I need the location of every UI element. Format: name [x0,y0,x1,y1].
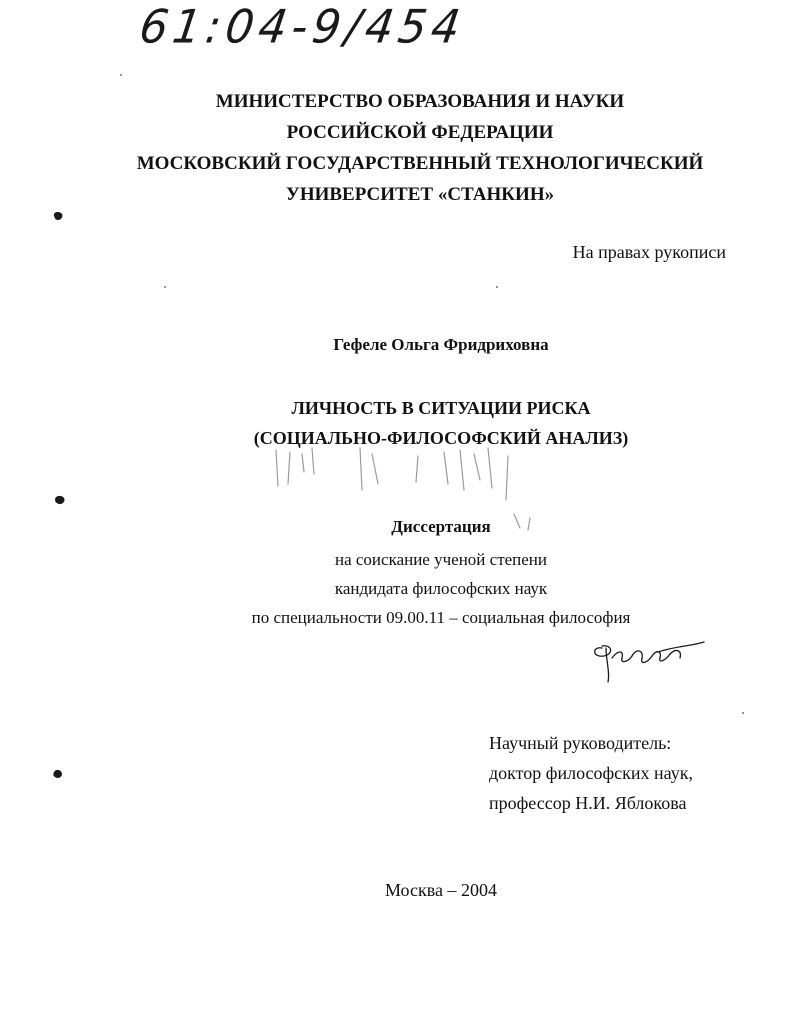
degree-purpose-line: на соискание ученой степени [334,550,548,569]
rights-note: На правах рукописи [572,242,726,262]
scientific-supervisor [489,728,693,818]
dissertation-type: Диссертация [391,517,491,536]
scan-speck [120,74,122,76]
handwritten-catalog-number [136,0,469,60]
institution-header [60,86,780,210]
dissertation-details [0,545,794,632]
ink-blot-icon [54,494,66,506]
title-line-main: ЛИЧНОСТЬ В СИТУАЦИИ РИСКА [291,398,591,418]
city-year: Москва – 2004 [385,880,497,900]
supervisor-degree: доктор философских наук, [489,763,693,783]
header-line-ministry: МИНИСТЕРСТВО ОБРАЗОВАНИЯ И НАУКИ [215,91,625,112]
author-signature-icon [588,636,708,686]
ink-blot-icon [52,768,64,780]
author-name: Гефеле Ольга Фридриховна [333,335,549,354]
scan-speck [496,286,498,288]
supervisor-label: Научный руководитель: [489,733,672,753]
degree-name-line: кандидата философских наук [334,579,548,598]
header-line-university: МОСКОВСКИЙ ГОСУДАРСТВЕННЫЙ ТЕХНОЛОГИЧЕСКИЙ [136,153,704,174]
ink-blot-icon [52,210,64,222]
scan-speck [742,712,744,714]
handwritten-number-text: 61:04-9/454 [136,0,469,55]
scan-speck [164,286,166,288]
header-line-stankin: УНИВЕРСИТЕТ «СТАНКИН» [285,184,555,205]
title-line-subtitle: (СОЦИАЛЬНО-ФИЛОСОФСКИЙ АНАЛИЗ) [253,428,629,448]
supervisor-name: профессор Н.И. Яблокова [489,793,687,813]
header-line-federation: РОССИЙСКОЙ ФЕДЕРАЦИИ [286,122,554,143]
specialty-line: по специальности 09.00.11 – социальная философия [251,608,631,627]
